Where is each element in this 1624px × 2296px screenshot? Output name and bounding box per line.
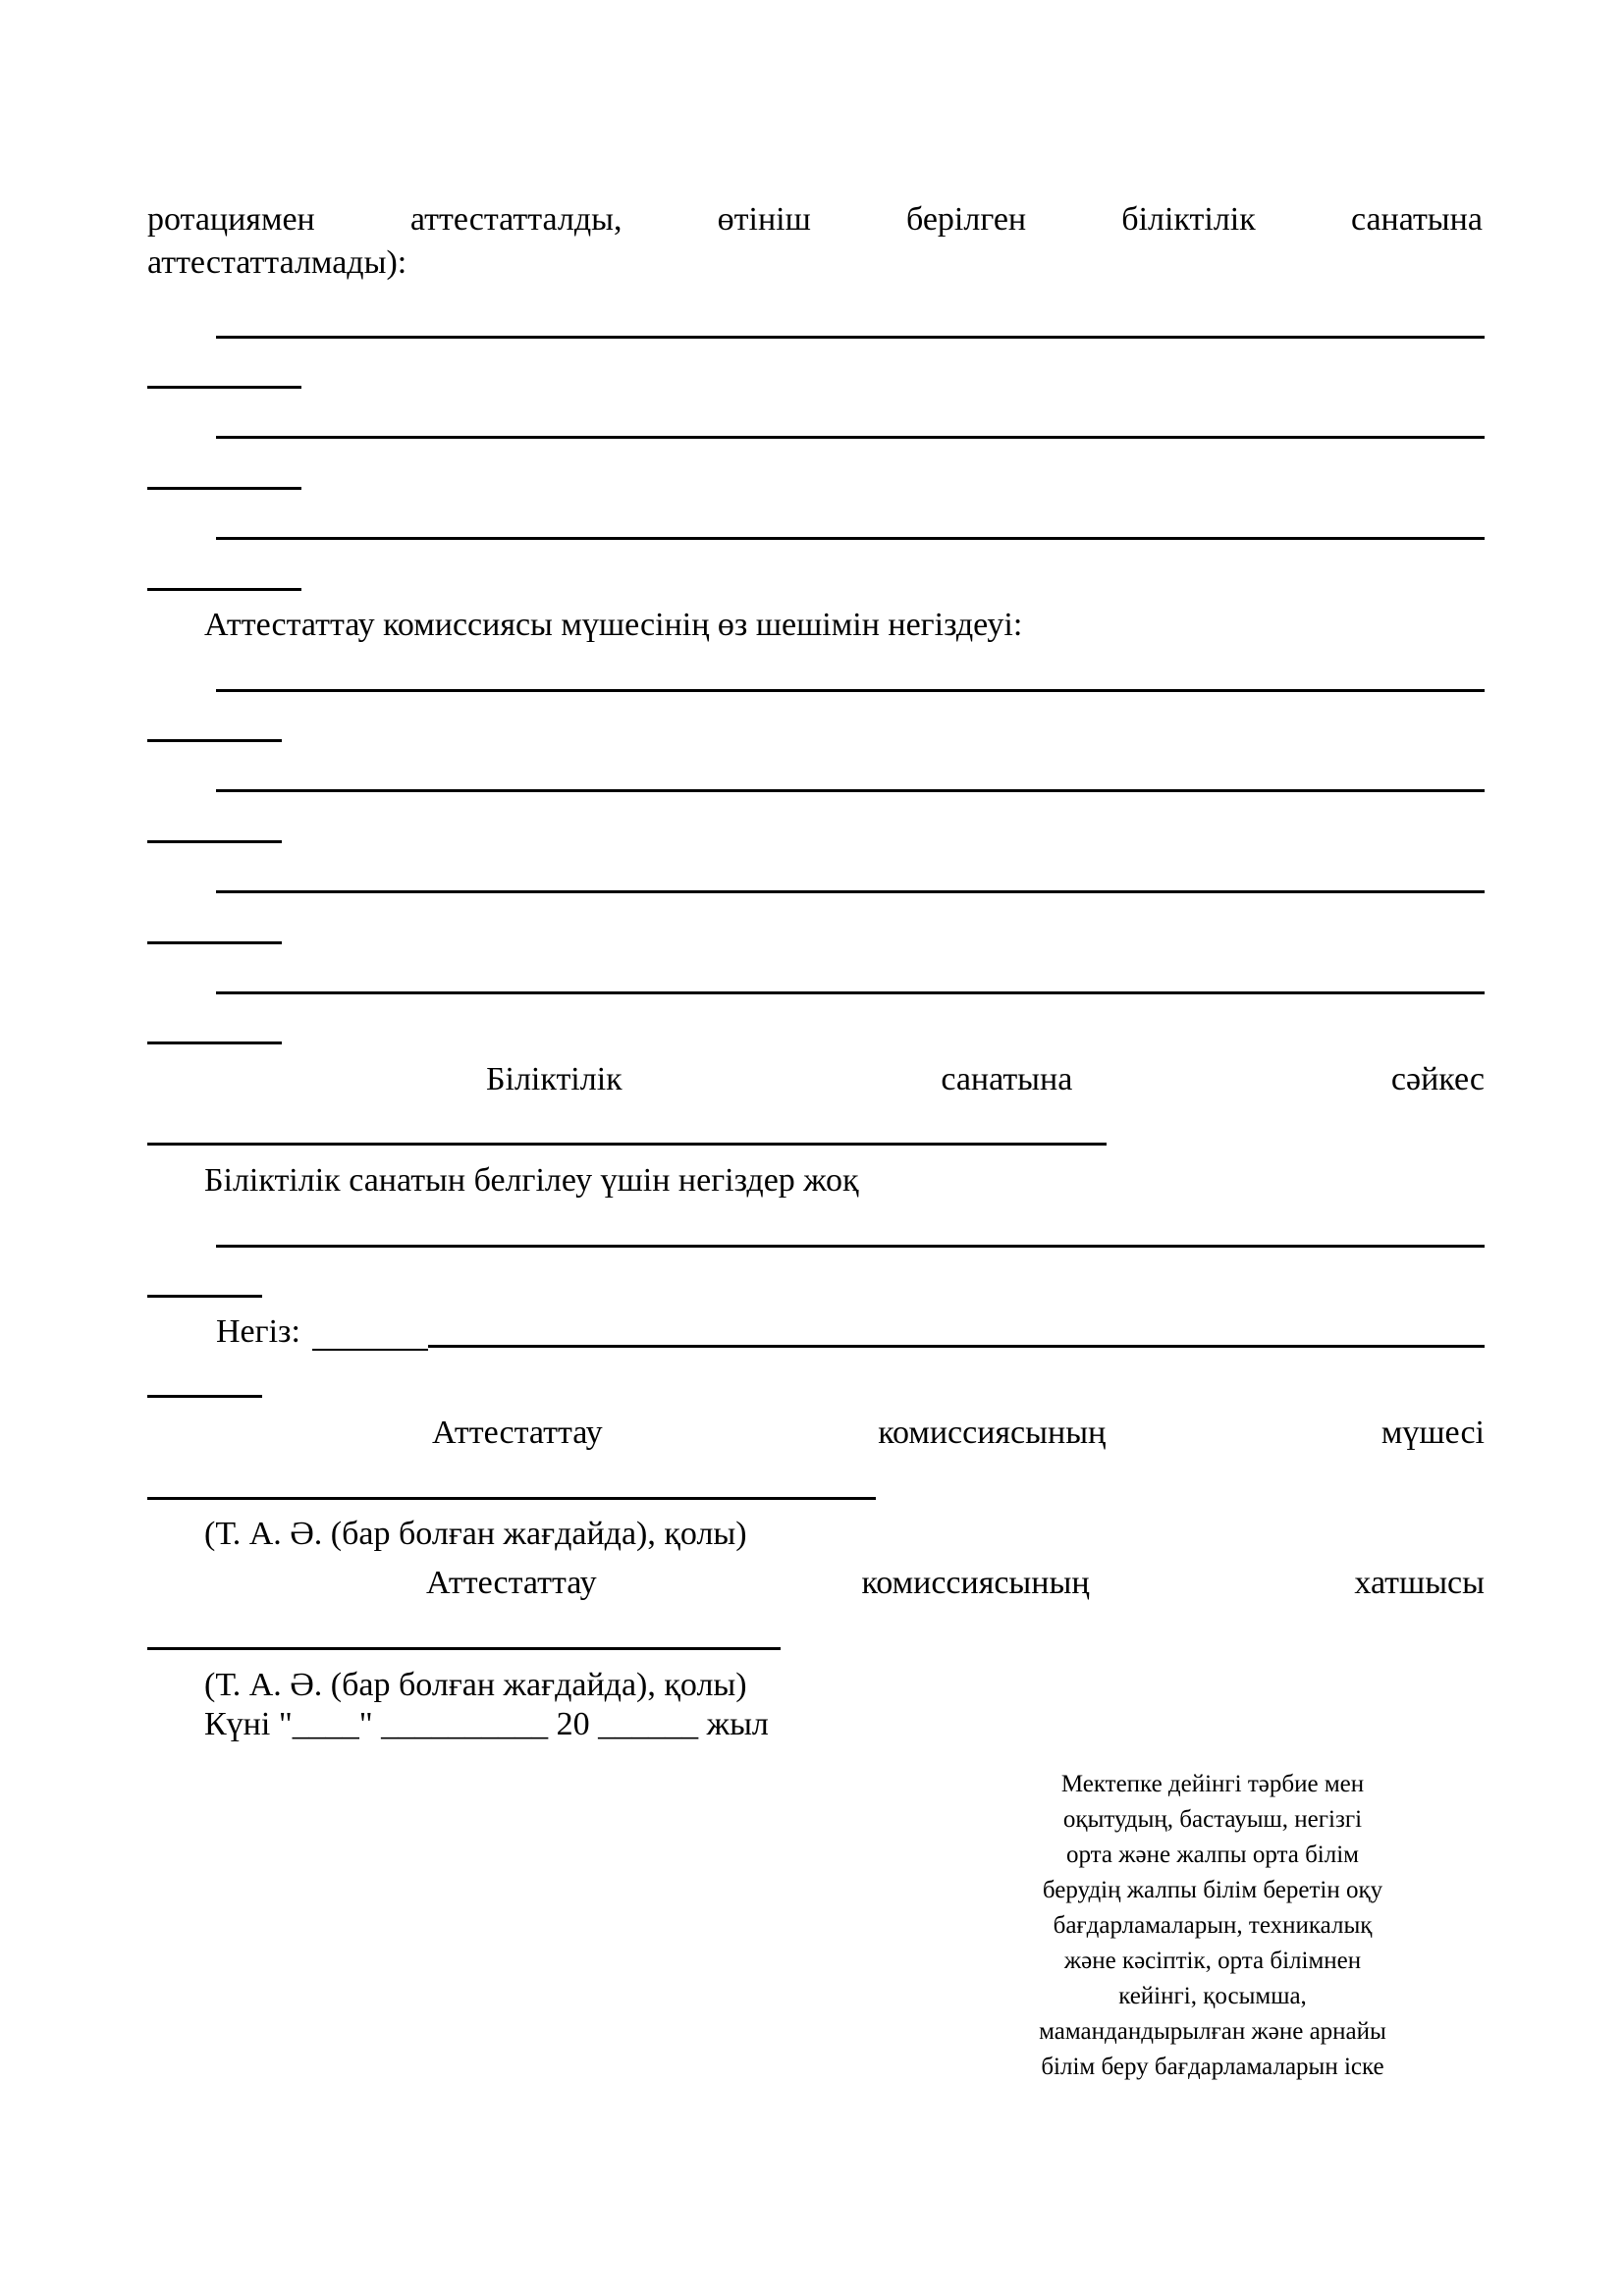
word: біліктілік bbox=[1121, 201, 1256, 238]
fill-in-line-short[interactable] bbox=[147, 1295, 262, 1298]
secretary-signature-line[interactable] bbox=[147, 1647, 781, 1650]
secretary-title-line bbox=[426, 1567, 1485, 1600]
word: Біліктілік bbox=[486, 1061, 623, 1097]
fill-in-line-short[interactable] bbox=[147, 1041, 282, 1044]
fill-in-line[interactable] bbox=[216, 1245, 1485, 1248]
note-line: білім беру бағдарламаларын іске bbox=[1041, 2054, 1384, 2080]
word: өтініш bbox=[717, 201, 811, 238]
fill-in-line[interactable] bbox=[216, 436, 1485, 439]
word: мүшесі bbox=[1380, 1415, 1485, 1451]
basis-fill-line[interactable] bbox=[428, 1345, 1485, 1348]
note-line: кейінгі, қосымша, bbox=[1118, 1983, 1307, 2009]
word: комиссиясының bbox=[861, 1565, 1090, 1601]
word: сәйкес bbox=[1390, 1061, 1485, 1097]
word: хатшысы bbox=[1354, 1565, 1485, 1601]
member-signature-line[interactable] bbox=[147, 1497, 876, 1500]
fill-in-line-short[interactable] bbox=[147, 941, 282, 944]
basis-label: Негіз: bbox=[216, 1313, 300, 1350]
category-match-line bbox=[486, 1063, 1485, 1096]
fill-in-line-short[interactable] bbox=[147, 840, 282, 843]
word: Аттестаттау bbox=[432, 1415, 603, 1451]
fill-in-line-short[interactable] bbox=[147, 588, 301, 591]
justification-heading: Аттестаттау комиссиясы мүшесінің өз шешімін негіздеуі: bbox=[204, 607, 1023, 643]
word: комиссиясының bbox=[878, 1415, 1107, 1451]
fill-in-line[interactable] bbox=[216, 991, 1485, 994]
appendix-note bbox=[1011, 1767, 1414, 2085]
note-line: Мектепке дейінгі тәрбие мен bbox=[1060, 1771, 1365, 1797]
category-fill-line[interactable] bbox=[147, 1143, 1107, 1146]
paragraph-line: аттестатталмады): bbox=[147, 244, 407, 281]
note-line: бағдарламаларын, техникалық bbox=[1053, 1912, 1373, 1939]
date-line[interactable]: Күні "____" __________ 20 ______ жыл bbox=[204, 1706, 769, 1742]
basis-underline[interactable] bbox=[312, 1349, 428, 1351]
note-line: берудің жалпы білім беретін оқу bbox=[1042, 1877, 1383, 1903]
word: ротациямен bbox=[147, 201, 315, 238]
secretary-caption: (Т. А. Ә. (бар болған жағдайда), қолы) bbox=[204, 1667, 747, 1703]
note-line: мамандандырылған және арнайы bbox=[1039, 2018, 1386, 2045]
note-line: және кәсіптік, орта білімнен bbox=[1063, 1948, 1362, 1974]
fill-in-line[interactable] bbox=[216, 789, 1485, 792]
note-line: орта және жалпы орта білім bbox=[1066, 1842, 1359, 1868]
fill-in-line-short[interactable] bbox=[147, 487, 301, 490]
word: Аттестаттау bbox=[426, 1565, 597, 1601]
word: аттестатталды, bbox=[409, 201, 623, 238]
fill-in-line-short[interactable] bbox=[147, 1395, 262, 1398]
fill-in-line[interactable] bbox=[216, 890, 1485, 893]
fill-in-line[interactable] bbox=[216, 336, 1485, 339]
word: санатына bbox=[941, 1061, 1073, 1097]
word: берілген bbox=[905, 201, 1027, 238]
fill-in-line-short[interactable] bbox=[147, 386, 301, 389]
member-title-line bbox=[432, 1416, 1485, 1450]
word: санатына bbox=[1350, 201, 1483, 238]
no-grounds-text: Біліктілік санатын белгілеу үшін негіздер жоқ bbox=[204, 1162, 859, 1199]
fill-in-line-short[interactable] bbox=[147, 739, 282, 742]
fill-in-line[interactable] bbox=[216, 537, 1485, 540]
note-line: оқытудың, бастауыш, негізгі bbox=[1062, 1806, 1363, 1833]
paragraph-line-justified bbox=[147, 203, 1483, 237]
fill-in-line[interactable] bbox=[216, 689, 1485, 692]
member-caption: (Т. А. Ә. (бар болған жағдайда), қолы) bbox=[204, 1516, 747, 1552]
